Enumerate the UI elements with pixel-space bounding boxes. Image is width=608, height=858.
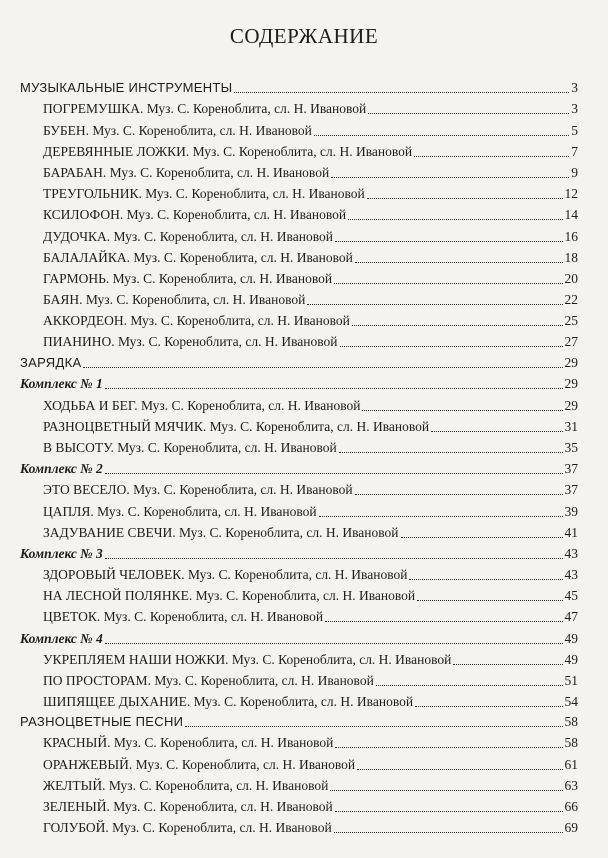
- dot-leader: [234, 92, 569, 93]
- section-heading-text: ЗАРЯДКА: [20, 355, 82, 371]
- page-number: 7: [571, 143, 578, 159]
- section-heading: [20, 711, 578, 732]
- toc-entry: [20, 649, 578, 670]
- page-number: 3: [571, 101, 578, 117]
- toc-entry: [20, 268, 578, 289]
- dot-leader: [335, 811, 563, 812]
- toc-entry: [20, 247, 578, 268]
- page-number: 61: [564, 756, 578, 772]
- toc-entry-title: ЗДОРОВЫЙ ЧЕЛОВЕК. Муз. С. Кореноблита, сл. Н. Ивановой: [43, 567, 408, 583]
- dot-leader: [376, 685, 563, 686]
- toc-entry-title: ЖЕЛТЫЙ. Муз. С. Кореноблита, сл. Н. Ивановой: [43, 777, 329, 793]
- section-heading-text: РАЗНОЦВЕТНЫЕ ПЕСНИ: [20, 714, 184, 730]
- dot-leader: [83, 367, 562, 368]
- page-title: СОДЕРЖАНИЕ: [229, 24, 379, 48]
- dot-leader: [355, 262, 563, 263]
- toc-entry-title: БАЯН. Муз. С. Кореноблита, сл. Н. Ивановой: [43, 292, 306, 308]
- toc-entry: [20, 606, 578, 627]
- dot-leader: [431, 431, 562, 432]
- toc-entry: [20, 775, 578, 796]
- page-number: 35: [564, 439, 578, 455]
- page-number: 58: [564, 735, 578, 751]
- dot-leader: [319, 516, 563, 517]
- dot-leader: [339, 452, 563, 453]
- dot-leader: [357, 769, 562, 770]
- dot-leader: [331, 177, 569, 178]
- page-number: 63: [564, 777, 578, 793]
- toc-entry: [20, 394, 578, 415]
- page-number: 66: [564, 798, 578, 814]
- page-number: 18: [564, 249, 578, 265]
- page-number: 29: [564, 355, 578, 371]
- toc-entry: [20, 310, 578, 331]
- toc-entry: [20, 732, 578, 753]
- toc-entry-title: БАЛАЛАЙКА. Муз. С. Кореноблита, сл. Н. Ивановой: [43, 249, 353, 265]
- toc-entry: [20, 817, 578, 838]
- toc-entry-title: ЭТО ВЕСЕЛО. Муз. С. Кореноблита, сл. Н. Ивановой: [43, 482, 353, 498]
- subsection-heading: [20, 543, 578, 564]
- toc-entry: [20, 289, 578, 310]
- toc-entry: [20, 162, 578, 183]
- toc-entry: [20, 479, 578, 500]
- toc-entry-title: ШИПЯЩЕЕ ДЫХАНИЕ. Муз. С. Кореноблита, сл. Н. Ивановой: [43, 694, 414, 710]
- toc-entry: [20, 753, 578, 774]
- subsection-heading: [20, 627, 578, 648]
- toc-entry-title: КСИЛОФОН. Муз. С. Кореноблита, сл. Н. Ивановой: [43, 207, 347, 223]
- page-number: 41: [564, 524, 578, 540]
- toc-entry-title: ХОДЬБА И БЕГ. Муз. С. Кореноблита, сл. Н. Ивановой: [43, 397, 361, 413]
- toc-entry: [20, 500, 578, 521]
- subsection-heading: [20, 458, 578, 479]
- page-number: 43: [564, 545, 578, 561]
- dot-leader: [415, 706, 562, 707]
- toc-entry-title: РАЗНОЦВЕТНЫЙ МЯЧИК. Муз. С. Кореноблита, сл. Н. Ивановой: [43, 418, 430, 434]
- subsection-heading-text: Комплекс № 4: [20, 630, 103, 646]
- section-heading-text: МУЗЫКАЛЬНЫЕ ИНСТРУМЕНТЫ: [20, 80, 233, 96]
- toc-entry: [20, 670, 578, 691]
- page-number: 37: [564, 482, 578, 498]
- page-number: 49: [564, 651, 578, 667]
- page-number: 31: [564, 418, 578, 434]
- dot-leader: [401, 537, 563, 538]
- toc-entry: [20, 564, 578, 585]
- dot-leader: [355, 494, 563, 495]
- subsection-heading-text: Комплекс № 3: [20, 545, 103, 561]
- toc-entry: [20, 183, 578, 204]
- toc-entry-title: ГАРМОНЬ. Муз. С. Кореноблита, сл. Н. Ивановой: [43, 270, 333, 286]
- dot-leader: [105, 388, 563, 389]
- section-heading: [20, 352, 578, 373]
- page-number: 69: [564, 820, 578, 836]
- page-number: 16: [564, 228, 578, 244]
- toc-entry-title: БУБЕН. Муз. С. Кореноблита, сл. Н. Ивановой: [43, 122, 312, 138]
- page-number: 14: [564, 207, 578, 223]
- section-heading: [20, 77, 578, 98]
- dot-leader: [105, 473, 563, 474]
- page-number: 29: [564, 376, 578, 392]
- toc-entry: [20, 204, 578, 225]
- toc-entry-title: ПО ПРОСТОРАМ. Муз. С. Кореноблита, сл. Н. Ивановой: [43, 673, 374, 688]
- dot-leader: [417, 600, 562, 601]
- section-exercises: [20, 352, 578, 712]
- page-number: 49: [564, 630, 578, 646]
- dot-leader: [368, 113, 569, 114]
- subsection-heading-text: Комплекс № 1: [20, 376, 103, 392]
- page-number: 3: [571, 80, 578, 96]
- dot-leader: [335, 747, 562, 748]
- dot-leader: [334, 832, 563, 833]
- toc-entry: [20, 119, 578, 140]
- page-number: 5: [571, 122, 578, 138]
- page-number: 37: [564, 461, 578, 477]
- page-number: 22: [564, 292, 578, 308]
- toc-entry: [20, 796, 578, 817]
- dot-leader: [362, 410, 562, 411]
- page-number: 45: [564, 588, 578, 604]
- subsection-heading-text: Комплекс № 2: [20, 461, 103, 477]
- section-colorful-songs: [20, 711, 578, 838]
- dot-leader: [453, 664, 562, 665]
- toc-entry: [20, 691, 578, 712]
- toc-entry-title: ТРЕУГОЛЬНИК. Муз. С. Кореноблита, сл. Н. Ивановой: [43, 186, 365, 202]
- page-number: 27: [564, 334, 578, 350]
- page-number: 54: [564, 694, 578, 710]
- toc-entry: [20, 225, 578, 246]
- dot-leader: [105, 558, 563, 559]
- page-number: 47: [564, 609, 578, 625]
- dot-leader: [367, 198, 563, 199]
- page-number: 20: [564, 270, 578, 286]
- toc-entry: [20, 98, 578, 119]
- toc-entry-title: ОРАНЖЕВЫЙ. Муз. С. Кореноблита, сл. Н. Ивановой: [43, 756, 356, 772]
- toc-entry-title: ЗЕЛЕНЫЙ. Муз. С. Кореноблита, сл. Н. Ивановой: [43, 798, 333, 814]
- toc-entry: [20, 585, 578, 606]
- page-number: 51: [564, 673, 578, 688]
- dot-leader: [105, 643, 563, 644]
- dot-leader: [414, 156, 569, 157]
- toc-entry: [20, 141, 578, 162]
- dot-leader: [185, 726, 562, 727]
- dot-leader: [348, 219, 562, 220]
- page-number: 39: [564, 503, 578, 519]
- toc-entry-title: В ВЫСОТУ. Муз. С. Кореноблита, сл. Н. Ивановой: [43, 439, 337, 455]
- toc-entry: [20, 331, 578, 352]
- page-number: 29: [564, 397, 578, 413]
- toc-entry-title: ДУДОЧКА. Муз. С. Кореноблита, сл. Н. Ивановой: [43, 228, 333, 244]
- toc-entry-title: КРАСНЫЙ. Муз. С. Кореноблита, сл. Н. Ивановой: [43, 735, 334, 751]
- toc-entry-title: ЦВЕТОК. Муз. С. Кореноблита, сл. Н. Ивановой: [43, 609, 324, 625]
- subsection-heading: [20, 373, 578, 394]
- dot-leader: [325, 621, 562, 622]
- toc-entry-title: ПОГРЕМУШКА. Муз. С. Кореноблита, сл. Н. Ивановой: [43, 101, 367, 117]
- toc-entry-title: УКРЕПЛЯЕМ НАШИ НОЖКИ. Муз. С. Кореноблита, сл. Н. Ивановой: [43, 651, 452, 667]
- page-number: 43: [564, 567, 578, 583]
- toc-entry-title: ПИАНИНО. Муз. С. Кореноблита, сл. Н. Ивановой: [43, 334, 338, 350]
- dot-leader: [334, 283, 562, 284]
- toc-entry-title: ЗАДУВАНИЕ СВЕЧИ. Муз. С. Кореноблита, сл. Н. Ивановой: [43, 524, 399, 540]
- toc-entry: [20, 437, 578, 458]
- toc-entry-title: БАРАБАН. Муз. С. Кореноблита, сл. Н. Ивановой: [43, 164, 330, 180]
- dot-leader: [330, 790, 562, 791]
- toc-entry-title: АККОРДЕОН. Муз. С. Кореноблита, сл. Н. Ивановой: [43, 313, 350, 329]
- toc-entry-title: ДЕРЕВЯННЫЕ ЛОЖКИ. Муз. С. Кореноблита, сл. Н. Ивановой: [43, 143, 413, 159]
- page-number: 12: [564, 186, 578, 202]
- toc-entry: [20, 416, 578, 437]
- dot-leader: [409, 579, 562, 580]
- page-number: 58: [564, 714, 578, 730]
- page-number: 9: [571, 164, 578, 180]
- page-number: 25: [564, 313, 578, 329]
- toc-entry-title: ЦАПЛЯ. Муз. С. Кореноблита, сл. Н. Ивановой: [43, 503, 317, 519]
- dot-leader: [335, 241, 563, 242]
- dot-leader: [314, 135, 569, 136]
- section-musical-instruments: [20, 77, 578, 352]
- dot-leader: [352, 325, 563, 326]
- toc-entry-title: ГОЛУБОЙ. Муз. С. Кореноблита, сл. Н. Ивановой: [43, 820, 332, 836]
- toc-entry: [20, 522, 578, 543]
- dot-leader: [307, 304, 562, 305]
- toc-entry-title: НА ЛЕСНОЙ ПОЛЯНКЕ. Муз. С. Кореноблита, сл. Н. Ивановой: [43, 588, 416, 604]
- dot-leader: [340, 346, 563, 347]
